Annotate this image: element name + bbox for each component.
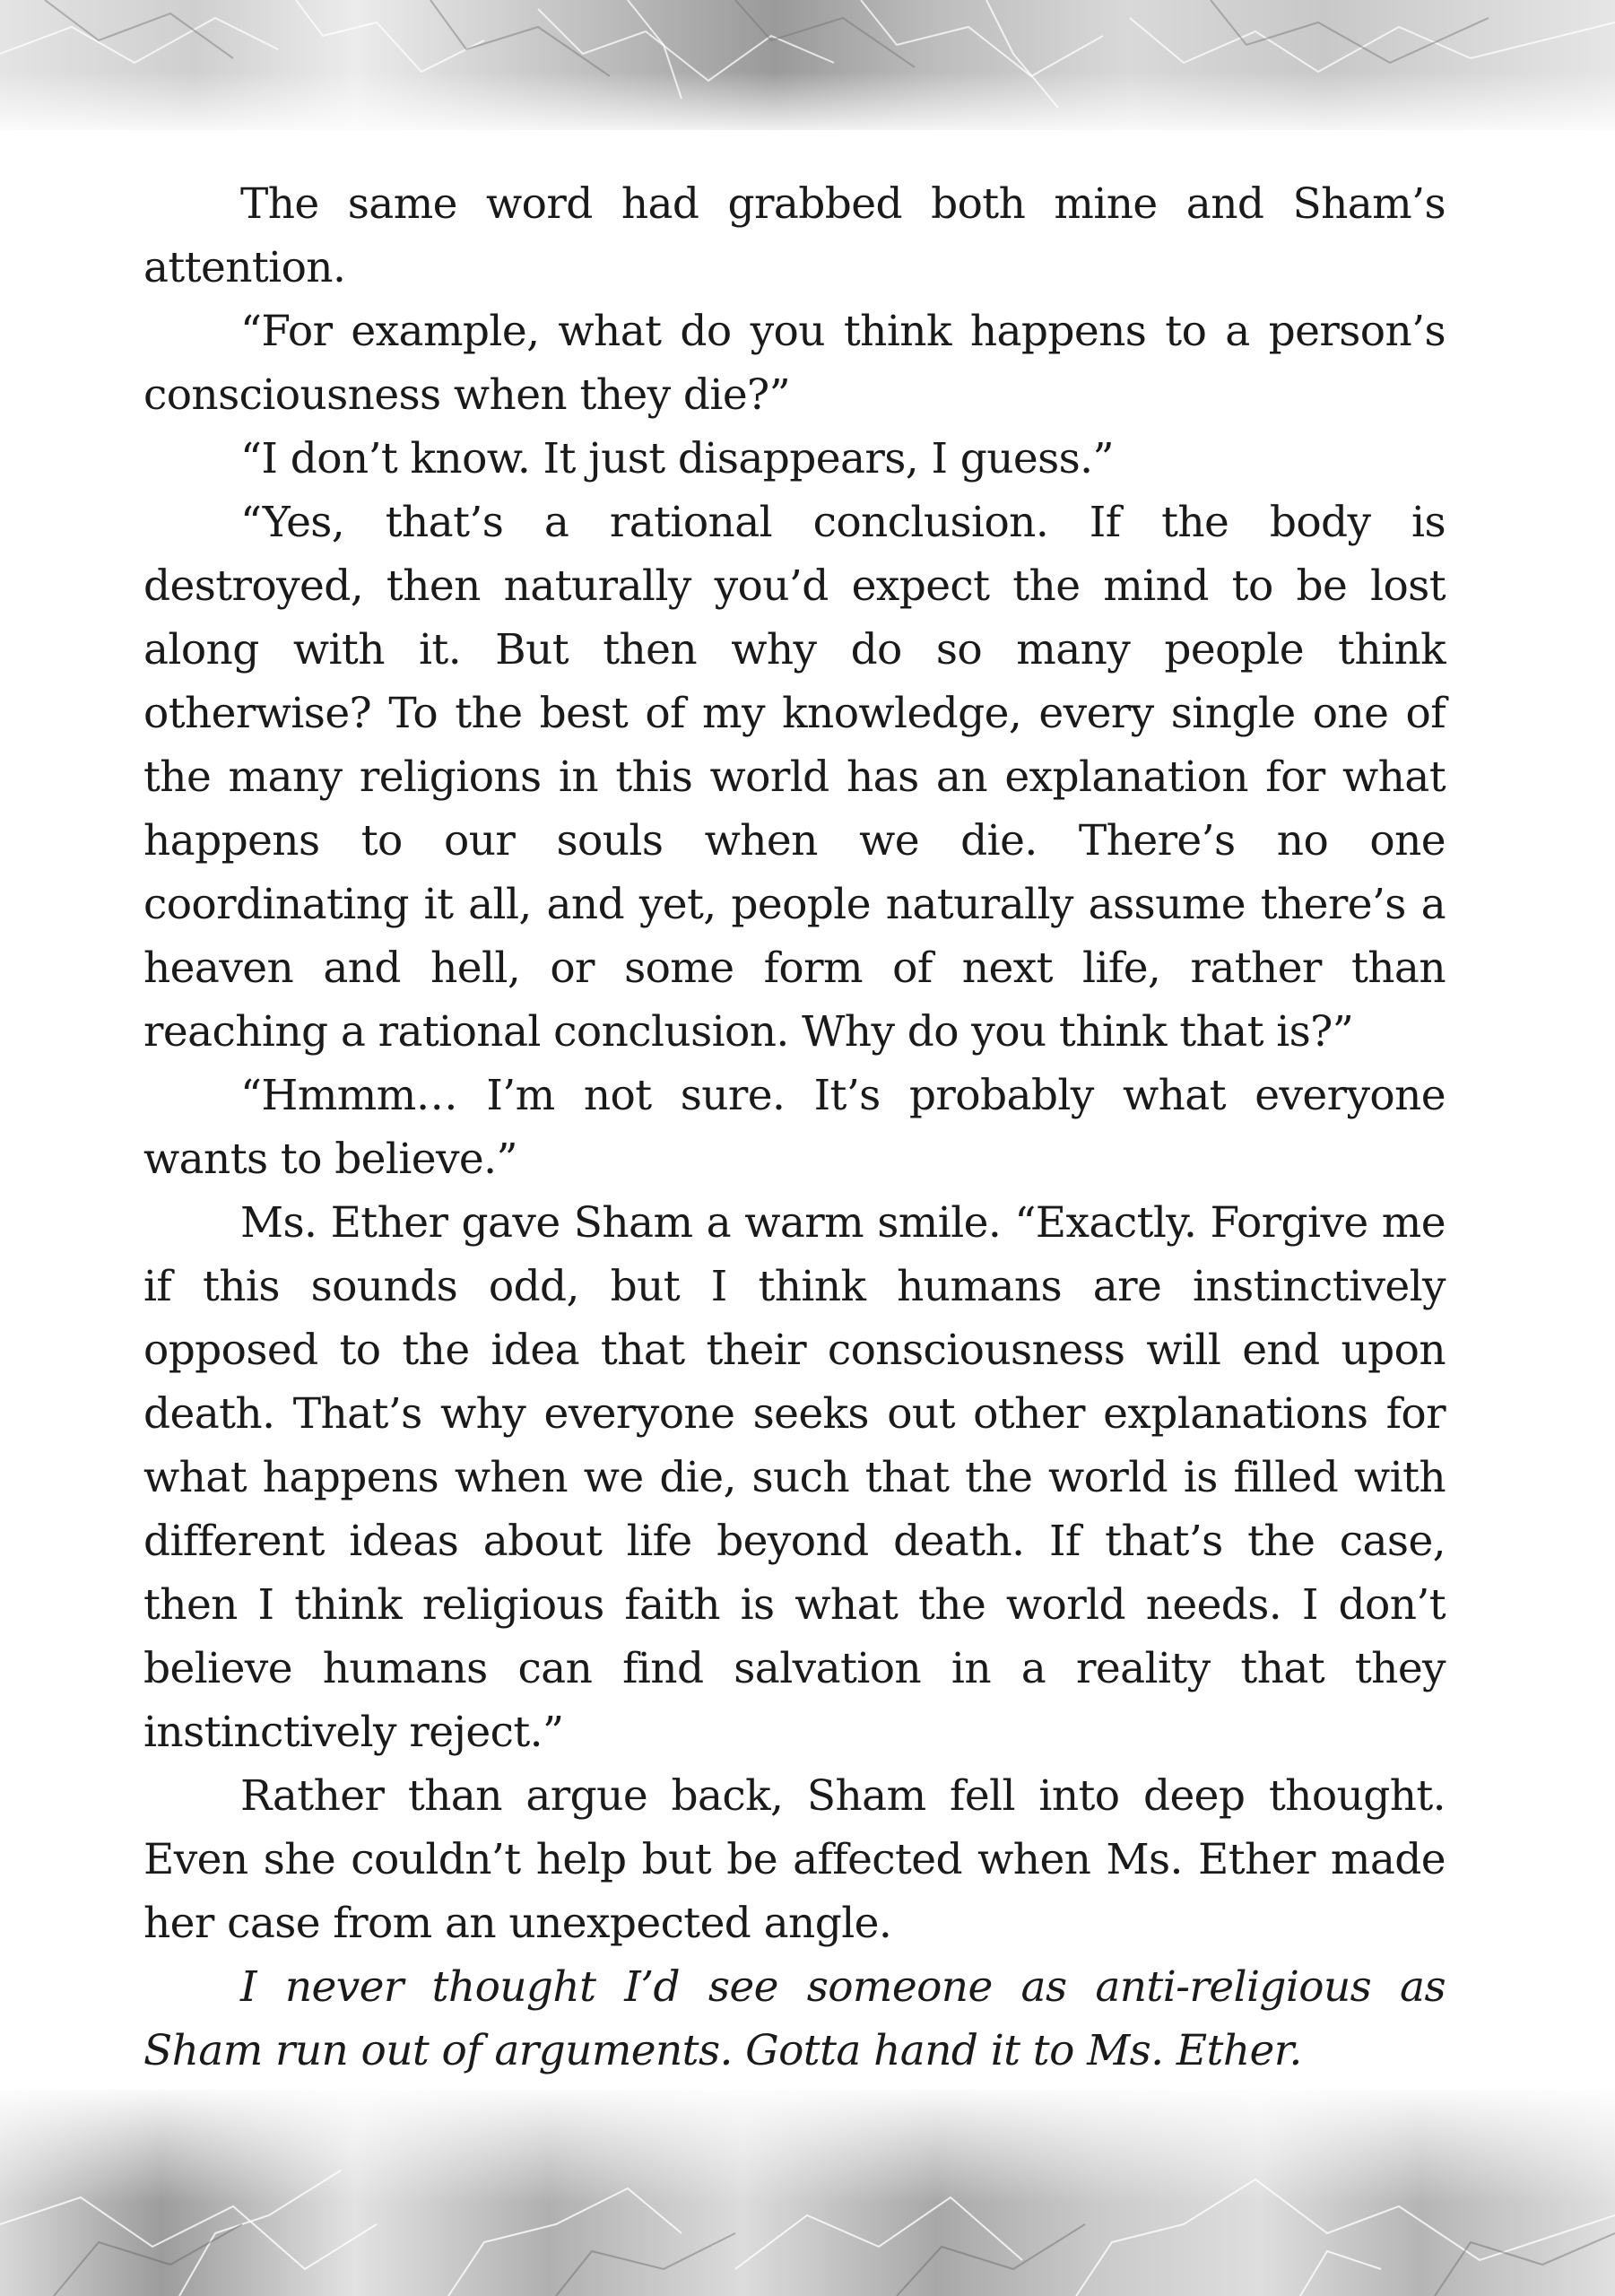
paragraph: “I don’t know. It just disappears, I guess.”: [240, 434, 1114, 483]
paragraph: The same word had grabbed both mine and Sham’s attention.: [143, 179, 1446, 292]
top-crack-texture: [0, 0, 1615, 130]
bottom-marble-border: [0, 2090, 1615, 2296]
top-marble-border: [0, 0, 1615, 130]
paragraph: Ms. Ether gave Sham a warm smile. “Exactly. Forgive me if this sounds odd, but I think humans are instinctively opposed to the idea that their consciousness will end upon death. That’s why everyone seeks out other explanations for what happens when we die, such that the world is filled with different ideas about life beyond death. If that’s the case, then I think religious faith is what the world needs. I don’t believe humans can find salvation in a reality that they instinctively reject.”: [143, 1198, 1446, 1757]
paragraph: “Yes, that’s a rational conclusion. If the body is destroyed, then naturally you’d expect the mind to be lost along with it. But then why do so many people think otherwise? To the best of my knowledge, every single one of the many religions in this world has an explanation for what happens to our souls when we die. There’s no one coordinating it all, and yet, people naturally assume there’s a heaven and hell, or some form of next life, rather than reaching a rational conclusion. Why do you think that is?”: [143, 498, 1446, 1057]
page-text: [143, 172, 1446, 2083]
paragraph: Rather than argue back, Sham fell into deep thought. Even she couldn’t help but be affected when Ms. Ether made her case from an unexpected angle.: [143, 1771, 1446, 1948]
paragraph: “Hmmm… I’m not sure. It’s probably what everyone wants to believe.”: [143, 1071, 1446, 1184]
paragraph: “For example, what do you think happens to a person’s consciousness when they die?”: [143, 307, 1446, 420]
inner-thought-paragraph: I never thought I’d see someone as anti-religious as Sham run out of arguments. Gotta hand it to Ms. Ether.: [143, 1962, 1446, 2075]
bottom-crack-texture: [0, 2090, 1615, 2296]
